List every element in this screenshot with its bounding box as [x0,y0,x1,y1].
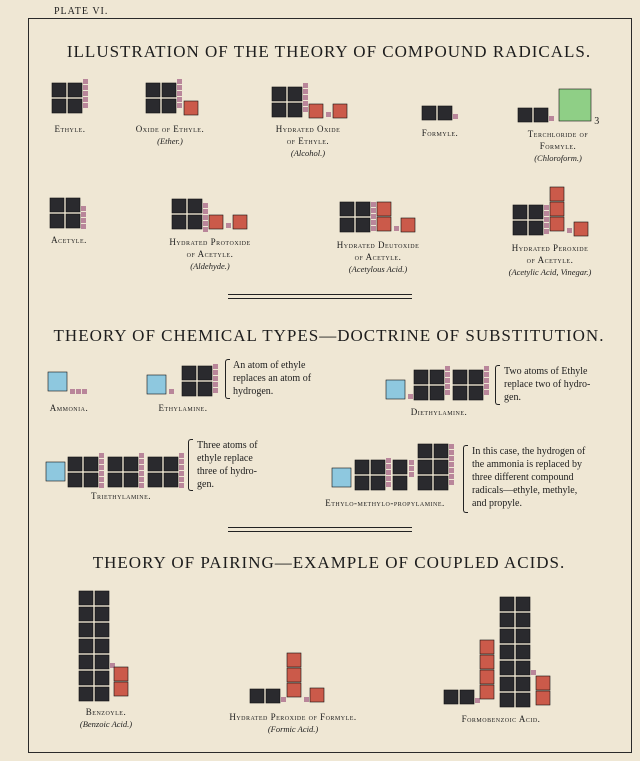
hydrogen-atom [409,466,414,471]
carbon-atom [288,103,302,117]
carbon-atom [68,83,82,97]
hydrogen-atom [445,384,450,389]
oxygen-atom [209,215,223,229]
carbon-atom [79,687,93,701]
carbon-atom [172,199,186,213]
carbon-atom [516,645,530,659]
nitrogen-atom [46,462,65,481]
label-ethylo-methylo-propylamine: Ethylo-methylo-propylamine. [325,498,445,508]
hydrogen-atom [83,91,88,96]
oxygen-atom [233,215,247,229]
brace [495,365,500,405]
carbon-atom [444,690,458,704]
nitrogen-atom [332,468,351,487]
oxygen-atom [333,104,347,118]
hydrogen-atom [531,670,536,675]
hydrogen-atom [177,103,182,108]
carbon-atom [500,613,514,627]
oxygen-atom [480,685,494,699]
note-triethylamine: Three atoms of ethyle replace three of hydro- gen. [197,440,258,490]
hydrogen-atom [213,364,218,369]
carbon-atom [500,677,514,691]
hydrogen-atom [139,483,144,488]
hydrogen-atom [484,366,489,371]
carbon-atom [500,645,514,659]
hydrogen-atom [203,227,208,232]
oxygen-atom [550,187,564,201]
hydrogen-atom [386,458,391,463]
carbon-atom [418,476,432,490]
hydrogen-atom [371,226,376,231]
hydrogen-atom [179,477,184,482]
note-ethylamine: An atom of ethyle replaces an atom of hydrogen. [233,360,312,397]
hydrogen-atom [177,97,182,102]
carbon-atom [188,199,202,213]
oxygen-atom [184,101,198,115]
hydrogen-atom [83,103,88,108]
oxygen-atom [114,667,128,681]
hydrogen-atom [99,465,104,470]
label-hydrated-protoxide-of-acetyle: Hydrated Protoxide of Acetyle. (Aldehyde.) [169,237,251,271]
carbon-atom [434,476,448,490]
carbon-atom [172,215,186,229]
carbon-atom [430,370,444,384]
hydrogen-atom [177,79,182,84]
label-acetyle: Acetyle. [51,235,87,245]
hydrogen-atom [281,697,286,702]
hydrogen-atom [139,471,144,476]
section-title-pairing: THEORY OF PAIRING—EXAMPLE OF COUPLED ACIDS. [92,553,566,572]
hydrogen-atom [83,97,88,102]
carbon-atom [68,457,82,471]
carbon-atom [164,473,178,487]
nitrogen-atom [386,380,405,399]
carbon-atom [518,108,532,122]
carbon-atom [146,83,160,97]
hydrogen-atom [386,482,391,487]
label-hydrated-peroxide-of-formyle: Hydrated Peroxide of Formyle. (Formic Acid.) [229,712,357,734]
carbon-atom [418,444,432,458]
carbon-atom [430,386,444,400]
hydrogen-atom [213,388,218,393]
hydrogen-atom [226,223,231,228]
hydrogen-atom [449,450,454,455]
carbon-atom [68,99,82,113]
carbon-atom [500,693,514,707]
hydrogen-atom [179,459,184,464]
carbon-atom [469,370,483,384]
hydrogen-atom [179,453,184,458]
carbon-atom [148,473,162,487]
note-diethylamine: Two atoms of Ethyle replace two of hydro- gen. [504,366,591,403]
carbon-atom [438,106,452,120]
carbon-atom [469,386,483,400]
hydrogen-atom [409,472,414,477]
carbon-atom [371,476,385,490]
carbon-atom [516,693,530,707]
carbon-atom [529,205,543,219]
oxygen-atom [287,653,301,667]
hydrogen-atom [449,456,454,461]
hydrogen-atom [177,91,182,96]
carbon-atom [422,106,436,120]
carbon-atom [79,623,93,637]
carbon-atom [340,202,354,216]
carbon-atom [188,215,202,229]
oxygen-atom [480,655,494,669]
carbon-atom [66,214,80,228]
nitrogen-atom [147,375,166,394]
carbon-atom [371,460,385,474]
hydrogen-atom [326,112,331,117]
hydrogen-atom [408,394,413,399]
carbon-atom [95,623,109,637]
carbon-atom [50,198,64,212]
hydrogen-atom [386,464,391,469]
carbon-atom [66,198,80,212]
carbon-atom [79,591,93,605]
hydrogen-atom [303,89,308,94]
carbon-atom [529,221,543,235]
hydrogen-atom [449,468,454,473]
carbon-atom [79,655,93,669]
hydrogen-atom [544,205,549,210]
label-ethylamine: Ethylamine. [158,403,208,413]
hydrogen-atom [203,215,208,220]
carbon-atom [414,370,428,384]
carbon-atom [356,202,370,216]
carbon-atom [393,460,407,474]
carbon-atom [198,366,212,380]
hydrogen-atom [99,453,104,458]
oxygen-atom [309,104,323,118]
label-formyle: Formyle. [421,128,459,138]
carbon-atom [124,457,138,471]
carbon-atom [148,457,162,471]
brace [463,445,468,513]
brace [188,439,193,491]
hydrogen-atom [549,116,554,121]
oxygen-atom [536,691,550,705]
oxygen-atom [574,222,588,236]
oxygen-atom [550,217,564,231]
label-hydrated-oxide-of-ethyle: Hydrated Oxide of Ethyle. (Alcohol.) [275,124,341,158]
hydrogen-atom [99,477,104,482]
oxygen-atom [287,668,301,682]
hydrogen-atom [445,390,450,395]
carbon-atom [108,473,122,487]
hydrogen-atom [203,209,208,214]
hydrogen-atom [203,203,208,208]
plate-number: PLATE VI. [54,6,109,17]
hydrogen-atom [203,221,208,226]
carbon-atom [393,476,407,490]
chlorine-atom [559,89,591,121]
hydrogen-atom [544,211,549,216]
carbon-atom [500,629,514,643]
label-ammonia: Ammonia. [49,403,89,413]
hydrogen-atom [303,95,308,100]
hydrogen-atom [139,453,144,458]
hydrogen-atom [213,382,218,387]
section-title-radicals: ILLUSTRATION OF THE THEORY OF COMPOUND RADICALS. [66,42,592,61]
hydrogen-atom [177,85,182,90]
hydrogen-atom [449,462,454,467]
hydrogen-atom [445,366,450,371]
carbon-atom [356,218,370,232]
carbon-atom [513,221,527,235]
hydrogen-atom [70,389,75,394]
carbon-atom [95,671,109,685]
carbon-atom [95,607,109,621]
hydrogen-atom [303,101,308,106]
hydrogen-atom [449,444,454,449]
hydrogen-atom [76,389,81,394]
label-formobenzoic-acid: Formobenzoic Acid. [461,714,541,724]
carbon-atom [500,597,514,611]
nitrogen-atom [48,372,67,391]
hydrogen-atom [179,471,184,476]
hydrogen-atom [179,483,184,488]
hydrogen-atom [445,378,450,383]
brace [225,359,230,399]
carbon-atom [516,597,530,611]
hydrogen-atom [99,459,104,464]
oxygen-atom [377,217,391,231]
carbon-atom [52,99,66,113]
carbon-atom [95,639,109,653]
hydrogen-atom [475,698,480,703]
carbon-atom [513,205,527,219]
hydrogen-atom [81,212,86,217]
carbon-atom [250,689,264,703]
carbon-atom [79,671,93,685]
carbon-atom [460,690,474,704]
hydrogen-atom [371,208,376,213]
carbon-atom [68,473,82,487]
oxygen-atom [377,202,391,216]
label-hydrated-deutoxide-of-acetyle: Hydrated Deutoxide of Acetyle. (Acetylous Acid.) [336,240,420,274]
carbon-atom [516,661,530,675]
carbon-atom [84,457,98,471]
oxygen-atom [287,683,301,697]
hydrogen-atom [449,474,454,479]
hydrogen-atom [304,697,309,702]
hydrogen-atom [544,229,549,234]
hydrogen-atom [484,384,489,389]
carbon-atom [355,476,369,490]
carbon-atom [453,370,467,384]
carbon-atom [146,99,160,113]
carbon-atom [272,103,286,117]
hydrogen-atom [453,114,458,119]
carbon-atom [434,460,448,474]
carbon-atom [516,613,530,627]
label-benzoyle: Benzoyle. (Benzoic Acid.) [79,707,133,729]
carbon-atom [516,629,530,643]
label-ethyle: Ethyle. [54,124,86,134]
hydrogen-atom [371,220,376,225]
hydrogen-atom [81,224,86,229]
carbon-atom [182,382,196,396]
carbon-atom [182,366,196,380]
hydrogen-atom [169,389,174,394]
hydrogen-atom [371,202,376,207]
carbon-atom [162,83,176,97]
label-diethylamine: Diethylamine. [410,407,468,417]
carbon-atom [95,687,109,701]
hydrogen-atom [449,480,454,485]
section-title-types: THEORY OF CHEMICAL TYPES—DOCTRINE OF SUBSTITUTION. [53,326,605,345]
carbon-atom [414,386,428,400]
carbon-atom [434,444,448,458]
hydrogen-atom [179,465,184,470]
hydrogen-atom [409,460,414,465]
hydrogen-atom [484,390,489,395]
hydrogen-atom [386,470,391,475]
carbon-atom [124,473,138,487]
carbon-atom [164,457,178,471]
carbon-atom [534,108,548,122]
label-hydrated-peroxide-of-acetyle: Hydrated Peroxide of Acetyle. (Acetylic Acid, Vinegar.) [508,243,592,277]
hydrogen-atom [544,223,549,228]
carbon-atom [95,655,109,669]
oxygen-atom [310,688,324,702]
carbon-atom [162,99,176,113]
hydrogen-atom [99,483,104,488]
carbon-atom [516,677,530,691]
carbon-atom [418,460,432,474]
carbon-atom [198,382,212,396]
hydrogen-atom [83,79,88,84]
oxygen-atom [401,218,415,232]
hydrogen-atom [484,372,489,377]
carbon-atom [266,689,280,703]
hydrogen-atom [83,85,88,90]
hydrogen-atom [81,218,86,223]
hydrogen-atom [544,217,549,222]
hydrogen-atom [213,370,218,375]
carbon-atom [84,473,98,487]
carbon-atom [108,457,122,471]
hydrogen-atom [567,228,572,233]
oxygen-atom [536,676,550,690]
hydrogen-atom [371,214,376,219]
hydrogen-atom [139,465,144,470]
hydrogen-atom [99,471,104,476]
carbon-atom [95,591,109,605]
carbon-atom [453,386,467,400]
hydrogen-atom [394,226,399,231]
carbon-atom [272,87,286,101]
carbon-atom [355,460,369,474]
carbon-atom [79,607,93,621]
label-terchloride-of-formyle: Terchloride of Formyle. (Chloroform.) [527,129,589,163]
oxygen-atom [114,682,128,696]
hydrogen-atom [303,107,308,112]
label-oxide-of-ethyle: Oxide of Ethyle. (Ether.) [135,124,205,146]
carbon-atom [500,661,514,675]
hydrogen-atom [445,372,450,377]
carbon-atom [340,218,354,232]
hydrogen-atom [303,83,308,88]
hydrogen-atom [213,376,218,381]
chlorine-subscript-marker: 3 [594,116,600,127]
label-triethylamine: Triethylamine. [90,491,152,501]
carbon-atom [50,214,64,228]
hydrogen-atom [81,206,86,211]
carbon-atom [79,639,93,653]
carbon-atom [288,87,302,101]
hydrogen-atom [139,477,144,482]
hydrogen-atom [386,476,391,481]
oxygen-atom [550,202,564,216]
oxygen-atom [480,640,494,654]
carbon-atom [52,83,66,97]
oxygen-atom [480,670,494,684]
hydrogen-atom [82,389,87,394]
note-propylamine: In this case, the hydrogen of the ammonia is replaced by three different compound radicals—ethyle, methyle, and propyle. [472,446,586,509]
hydrogen-atom [484,378,489,383]
hydrogen-atom [139,459,144,464]
